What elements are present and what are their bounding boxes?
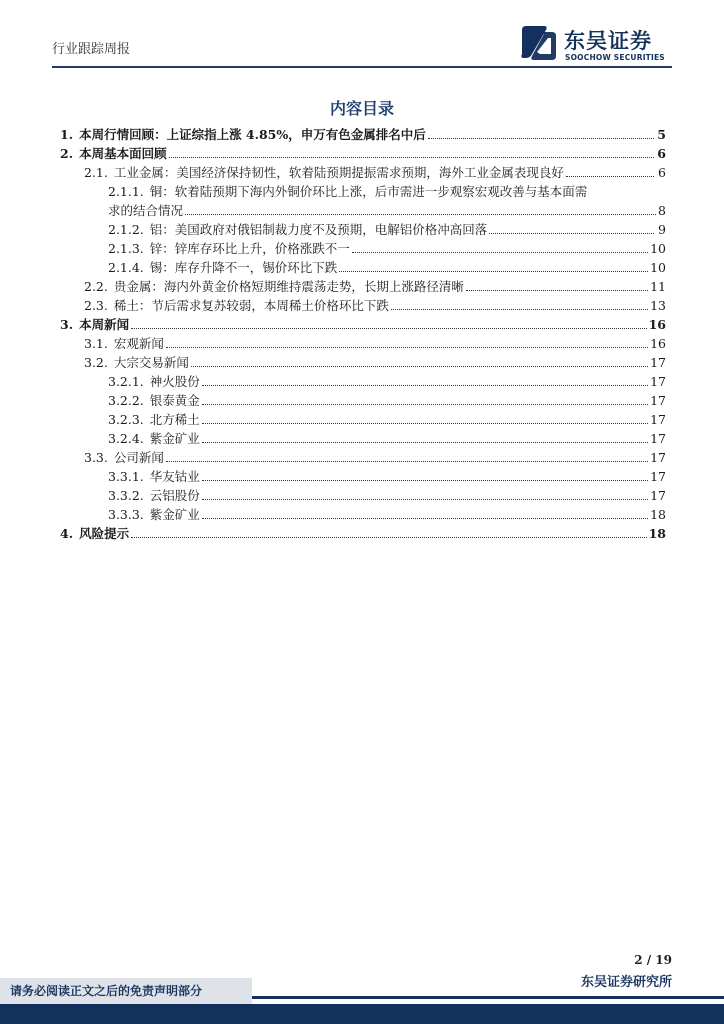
toc-entry-text: 铝：美国政府对俄铝制裁力度不及预期，电解铝价格冲高回落 — [149, 222, 488, 237]
toc-entry[interactable]: 4. 风险提示 18 — [60, 526, 666, 541]
toc-entry[interactable]: 3.2.1. 神火股份 17 — [108, 374, 666, 389]
logo-english-name: SOOCHOW SECURITIES — [565, 53, 665, 62]
toc-entry-text: 贵金属：海内外黄金价格短期维持震荡走势，长期上涨路径清晰 — [113, 279, 464, 294]
toc-entry[interactable]: 3.2.3. 北方稀土 17 — [108, 412, 666, 427]
toc-entry[interactable]: 2.1.1. 铜：软着陆预期下海内外铜价环比上涨，后市需进一步观察宏观改善与基本面需 — [108, 184, 588, 199]
toc-entry-page: 18 — [648, 526, 666, 541]
report-type-label: 行业跟踪周报 — [52, 42, 131, 57]
toc-entry-page: 17 — [650, 412, 666, 427]
toc-entry-text: 稀土：节后需求复苏较弱，本周稀土价格环比下跌 — [113, 298, 389, 313]
toc-entry-page: 17 — [650, 450, 666, 465]
toc-entry-page: 9 — [658, 222, 666, 237]
toc-entry-page: 6 — [658, 165, 666, 180]
toc-entry-page: 10 — [650, 241, 666, 256]
toc-entry-text: 神火股份 — [149, 374, 200, 389]
toc-entry[interactable]: 2.1.4. 锡：库存升降不一，锡价环比下跌 10 — [108, 260, 666, 275]
toc-entry-page: 16 — [648, 317, 666, 332]
toc-entry-text: 云铝股份 — [149, 488, 200, 503]
toc-entry-text: 大宗交易新闻 — [113, 355, 189, 370]
toc-entry-page: 17 — [650, 374, 666, 389]
toc-entry-text: 宏观新闻 — [113, 336, 164, 351]
toc-entry-page: 17 — [650, 393, 666, 408]
page-indicator: 2 / 19 — [634, 953, 672, 967]
toc-entry-text: 风险提示 — [79, 526, 130, 541]
toc-entry[interactable]: 2.2. 贵金属：海内外黄金价格短期维持震荡走势，长期上涨路径清晰 11 — [84, 279, 666, 294]
footer-bar — [0, 1004, 724, 1024]
toc-entry[interactable]: 2.1. 工业金属：美国经济保持韧性，软着陆预期提振需求预期，海外工业金属表现良好 6 — [84, 165, 666, 180]
toc-entry-text: 工业金属：美国经济保持韧性，软着陆预期提振需求预期，海外工业金属表现良好 — [113, 165, 564, 180]
toc-entry-text: 本周基本面回顾 — [79, 146, 167, 161]
toc-entry[interactable]: 2. 本周基本面回顾 6 — [60, 146, 666, 161]
footer-institute: 东吴证券研究所 — [580, 975, 672, 990]
toc-entry[interactable]: 3.3.2. 云铝股份 17 — [108, 488, 666, 503]
toc-entry[interactable]: 3.2.2. 银泰黄金 17 — [108, 393, 666, 408]
toc-entry-text: 本周新闻 — [79, 317, 130, 332]
footer-divider — [252, 996, 724, 999]
brand-logo — [518, 24, 678, 64]
toc-entry-text: 本周行情回顾：上证综指上涨 4.85%，申万有色金属排名中后 — [79, 127, 426, 142]
toc-entry-text: 银泰黄金 — [149, 393, 200, 408]
toc-entry-text: 紫金矿业 — [149, 507, 200, 522]
toc-entry[interactable]: 2.1.2. 铝：美国政府对俄铝制裁力度不及预期，电解铝价格冲高回落 9 — [108, 222, 666, 237]
toc-entry[interactable]: 1. 本周行情回顾：上证综指上涨 4.85%，申万有色金属排名中后 5 — [60, 127, 666, 142]
toc-entry-page: 18 — [650, 507, 666, 522]
toc-entry-page: 17 — [650, 469, 666, 484]
toc-entry[interactable]: 2.1.3. 锌：锌库存环比上升，价格涨跌不一 10 — [108, 241, 666, 256]
toc-title: 内容目录 — [329, 99, 394, 118]
toc-entry-page: 8 — [658, 203, 666, 218]
toc-entry-page: 11 — [650, 279, 666, 294]
toc-entry-text: 紫金矿业 — [149, 431, 200, 446]
header-divider — [52, 66, 672, 68]
footer-disclaimer: 请务必阅读正文之后的免责声明部分 — [0, 978, 252, 1004]
toc-entry-text: 锌：锌库存环比上升，价格涨跌不一 — [149, 241, 350, 256]
toc-entry[interactable]: 3.3.1. 华友钴业 17 — [108, 469, 666, 484]
toc-entry[interactable]: 3. 本周新闻 16 — [60, 317, 666, 332]
toc-entry[interactable]: 2.3. 稀土：节后需求复苏较弱，本周稀土价格环比下跌 13 — [84, 298, 666, 313]
toc-entry-page: 16 — [650, 336, 666, 351]
toc-entry-page: 17 — [650, 431, 666, 446]
logo-chinese-name: 东吴证券 — [564, 29, 652, 53]
toc-entry-page: 6 — [657, 146, 666, 161]
toc-entry-page: 17 — [650, 355, 666, 370]
toc-entry-text: 铜：软着陆预期下海内外铜价环比上涨，后市需进一步观察宏观改善与基本面需 — [149, 184, 588, 199]
toc-entry-page: 5 — [657, 127, 666, 142]
toc-entry-continuation[interactable] — [108, 203, 666, 219]
toc-entry-text: 求的结合情况 — [108, 203, 184, 218]
toc-entry-text: 北方稀土 — [149, 412, 200, 427]
toc-entry-page: 13 — [650, 298, 666, 313]
toc-entry[interactable]: 3.3. 公司新闻 17 — [84, 450, 666, 465]
toc-entry[interactable]: 3.2.4. 紫金矿业 17 — [108, 431, 666, 446]
toc-entry[interactable]: 3.3.3. 紫金矿业 18 — [108, 507, 666, 522]
toc-entry-text: 公司新闻 — [113, 450, 164, 465]
toc-entry-text: 华友钴业 — [149, 469, 200, 484]
toc-entry-text: 锡：库存升降不一，锡价环比下跌 — [149, 260, 338, 275]
soochow-logo-icon — [518, 24, 560, 62]
toc-entry-page: 17 — [650, 488, 666, 503]
toc-entry[interactable]: 3.1. 宏观新闻 16 — [84, 336, 666, 351]
toc-entry[interactable]: 3.2. 大宗交易新闻 17 — [84, 355, 666, 370]
toc-entry-page: 10 — [650, 260, 666, 275]
